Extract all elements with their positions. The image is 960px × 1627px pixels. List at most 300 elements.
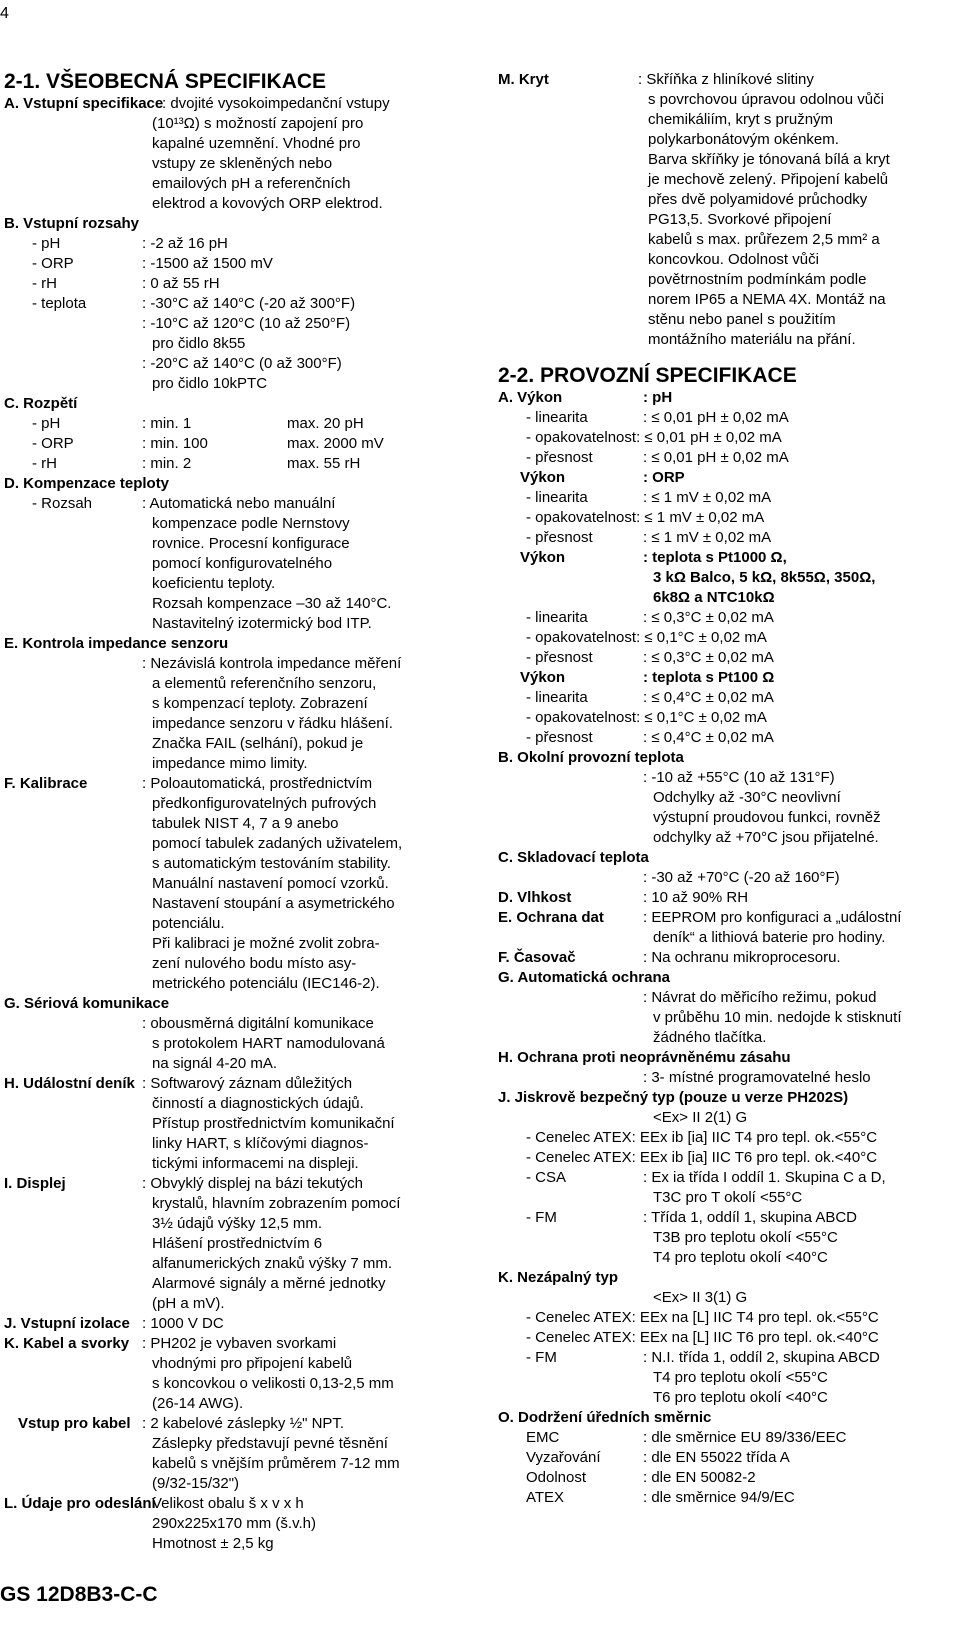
spec-text: povětrnostním podmínkám podle	[648, 271, 867, 288]
spec-line	[498, 1188, 938, 1208]
spec-text: - Rozsah	[32, 495, 93, 512]
spec-label: 3 kΩ Balco, 5 kΩ, 8k55Ω, 350Ω,	[653, 569, 876, 586]
spec-text: - Cenelec ATEX: EEx ib [ia] IIC T4 pro tepl. ok.<55°C	[526, 1129, 878, 1146]
spec-line	[4, 534, 429, 554]
spec-line	[498, 1208, 938, 1228]
spec-text: s automatickým testováním stability.	[152, 855, 391, 872]
spec-line	[4, 354, 429, 374]
spec-text: - teplota	[32, 295, 87, 312]
spec-text: zení nulového bodu místo asy-	[152, 955, 357, 972]
spec-text: polykarbonátovým okénkem.	[648, 131, 839, 148]
spec-line	[4, 374, 429, 394]
spec-text: emailových pH a referenčních	[152, 175, 351, 192]
spec-line	[498, 1468, 938, 1488]
spec-text: potenciálu.	[152, 915, 225, 932]
spec-line	[498, 828, 938, 848]
spec-text: : Automatická nebo manuální	[142, 495, 336, 512]
spec-text: koncovkou. Odolnost vůči	[648, 251, 819, 268]
spec-text: Hmotnost ± 2,5 kg	[152, 1535, 274, 1552]
spec-text: : N.I. třída 1, oddíl 2, skupina ABCD	[643, 1349, 880, 1366]
spec-line	[498, 1048, 938, 1068]
spec-line	[4, 894, 429, 914]
spec-text: 2-1. VŠEOBECNÁ SPECIFIKACE	[4, 70, 327, 93]
spec-text: Značka FAIL (selhání), pokud je	[152, 735, 364, 752]
spec-line	[498, 130, 938, 150]
spec-text: vhodnými pro připojení kabelů	[152, 1355, 353, 1372]
spec-text: kapalné uzemnění. Vhodné pro	[152, 135, 361, 152]
spec-text: Velikost obalu š x v x h	[152, 1495, 304, 1512]
spec-line	[4, 194, 429, 214]
spec-line	[498, 668, 938, 688]
spec-line	[4, 714, 429, 734]
spec-text: max. 2000 mV	[287, 435, 384, 452]
spec-text: - opakovatelnost: ≤ 1 mV ± 0,02 mA	[526, 509, 765, 526]
spec-line	[498, 708, 938, 728]
spec-line	[498, 988, 938, 1008]
spec-text: ATEX	[526, 1489, 565, 1506]
spec-text: : -20°C až 140°C (0 až 300°F)	[142, 355, 342, 372]
spec-label: D. Vlhkost	[498, 889, 572, 906]
spec-text: Odolnost	[526, 1469, 587, 1486]
spec-line	[4, 494, 429, 514]
spec-line	[4, 1314, 429, 1334]
spec-text: : min. 1	[142, 415, 192, 432]
spec-text: kabelů s vnějším průměrem 7-12 mm	[152, 1455, 400, 1472]
spec-label: G. Automatická ochrana	[498, 969, 670, 986]
spec-line	[498, 1348, 938, 1368]
spec-text: : teplota s Pt1000 Ω,	[643, 549, 787, 566]
spec-line	[498, 748, 938, 768]
spec-line	[4, 574, 429, 594]
spec-line	[4, 174, 429, 194]
spec-line	[4, 1274, 429, 1294]
spec-text: : ≤ 0,4°C ± 0,02 mA	[643, 729, 774, 746]
spec-line	[498, 448, 938, 468]
spec-text: - ORP	[32, 255, 74, 272]
spec-line	[4, 754, 429, 774]
spec-line	[4, 1374, 429, 1394]
spec-text: T6 pro teplotu okolí <40°C	[653, 1389, 828, 1406]
spec-text: - ORP	[32, 435, 74, 452]
spec-line	[498, 330, 938, 350]
spec-text: - Cenelec ATEX: EEx na [L] IIC T6 pro tepl. ok.<40°C	[526, 1329, 879, 1346]
spec-text: : dle směrnice 94/9/EC	[643, 1489, 795, 1506]
spec-line	[4, 1194, 429, 1214]
spec-line	[498, 648, 938, 668]
spec-text: kompenzace podle Nernstovy	[152, 515, 350, 532]
page-number: 4	[0, 5, 9, 22]
spec-label: J. Vstupní izolace	[4, 1315, 130, 1332]
spec-line	[4, 614, 429, 634]
spec-text: - Cenelec ATEX: EEx na [L] IIC T4 pro tepl. ok.<55°C	[526, 1309, 879, 1326]
spec-line	[498, 1328, 938, 1348]
spec-label: Výkon	[520, 669, 566, 686]
spec-line	[4, 1234, 429, 1254]
spec-line	[498, 150, 938, 170]
spec-line	[498, 1128, 938, 1148]
spec-line	[4, 1454, 429, 1474]
spec-line	[4, 514, 429, 534]
spec-text: : ≤ 1 mV ± 0,02 mA	[643, 489, 772, 506]
spec-text: - linearita	[526, 489, 588, 506]
spec-line	[4, 414, 429, 434]
spec-line	[4, 454, 429, 474]
spec-text: pro čidlo 10kPTC	[152, 375, 268, 392]
spec-line	[498, 250, 938, 270]
spec-text: norem IP65 a NEMA 4X. Montáž na	[648, 291, 886, 308]
spec-line	[4, 794, 429, 814]
spec-label: Výkon	[520, 469, 566, 486]
spec-line	[498, 1268, 938, 1288]
spec-text: Záslepky představují pevné těsnění	[152, 1435, 388, 1452]
spec-line	[498, 528, 938, 548]
spec-line	[4, 254, 429, 274]
spec-text: : -30 až +70°C (-20 až 160°F)	[643, 869, 840, 886]
spec-text: Hlášení prostřednictvím 6	[152, 1235, 323, 1252]
spec-line	[4, 1534, 429, 1554]
spec-text: chemikáliím, kryt s pružným	[648, 111, 834, 128]
spec-text: činností a diagnostických údajů.	[152, 1095, 364, 1112]
spec-text: : obousměrná digitální komunikace	[142, 1015, 374, 1032]
spec-line	[498, 1008, 938, 1028]
spec-line	[498, 728, 938, 748]
spec-text: výstupní proudovou funkci, rovněž	[653, 809, 881, 826]
spec-line	[4, 334, 429, 354]
spec-text: - FM	[526, 1349, 557, 1366]
spec-text: krystalů, hlavním zobrazením pomocí	[152, 1195, 401, 1212]
spec-text: : 0 až 55 rH	[142, 275, 220, 292]
spec-line	[498, 1408, 938, 1428]
spec-text: - opakovatelnost: ≤ 0,1°C ± 0,02 mA	[526, 709, 767, 726]
spec-text: : ≤ 0,3°C ± 0,02 mA	[643, 649, 774, 666]
spec-text: : -2 až 16 pH	[142, 235, 228, 252]
spec-text: stěnu nebo panel s použitím	[648, 311, 836, 328]
spec-line	[498, 1308, 938, 1328]
spec-label: M. Kryt	[498, 71, 549, 88]
spec-text: impedance mimo limity.	[152, 755, 308, 772]
spec-line	[498, 868, 938, 888]
spec-line	[4, 1354, 429, 1374]
spec-line	[4, 1094, 429, 1114]
spec-label: F. Časovač	[498, 949, 576, 966]
spec-line	[498, 488, 938, 508]
spec-line	[498, 190, 938, 210]
spec-line	[4, 234, 429, 254]
spec-text: koeficientu teploty.	[152, 575, 276, 592]
spec-text: - opakovatelnost: ≤ 0,1°C ± 0,02 mA	[526, 629, 767, 646]
spec-text: Rozsah kompenzace –30 až 140°C.	[152, 595, 392, 612]
spec-line	[498, 848, 938, 868]
spec-text: 2-2. PROVOZNÍ SPECIFIKACE	[498, 364, 797, 387]
spec-line	[4, 854, 429, 874]
spec-line	[498, 388, 938, 408]
spec-line	[498, 768, 938, 788]
spec-text: (10¹³Ω) s možností zapojení pro	[152, 115, 364, 132]
spec-line	[498, 1068, 938, 1088]
spec-text: (26-14 AWG).	[152, 1395, 244, 1412]
spec-line	[4, 1394, 429, 1414]
spec-label: C. Skladovací teplota	[498, 849, 649, 866]
spec-label: B. Okolní provozní teplota	[498, 749, 684, 766]
spec-line	[498, 508, 938, 528]
spec-line	[498, 310, 938, 330]
spec-line	[498, 588, 938, 608]
spec-label: F. Kalibrace	[4, 775, 88, 792]
spec-text: tabulek NIST 4, 7 a 9 anebo	[152, 815, 339, 832]
spec-text: přes dvě polyamidové průchodky	[648, 191, 868, 208]
spec-line	[4, 1034, 429, 1054]
spec-text: : dle směrnice EU 89/336/EEC	[643, 1429, 847, 1446]
spec-text: : Třída 1, oddíl 1, skupina ABCD	[643, 1209, 858, 1226]
spec-line	[4, 1154, 429, 1174]
spec-line	[4, 1494, 429, 1514]
spec-text: Barva skříňky je tónovaná bílá a kryt	[648, 151, 890, 168]
spec-line	[498, 908, 938, 928]
spec-line	[498, 1108, 938, 1128]
spec-line	[4, 934, 429, 954]
spec-line	[4, 294, 429, 314]
spec-label: K. Nezápalný typ	[498, 1269, 619, 1286]
spec-text: Nastavitelný izotermický bod ITP.	[152, 615, 372, 632]
spec-line	[498, 688, 938, 708]
spec-text: alfanumerických znaků výšky 7 mm.	[152, 1255, 393, 1272]
spec-line	[4, 1254, 429, 1274]
spec-line	[498, 948, 938, 968]
spec-label: D. Kompenzace teploty	[4, 475, 170, 492]
spec-label: J. Jiskrově bezpečný typ (pouze u verze PH202S)	[498, 1089, 849, 1106]
spec-line	[4, 1134, 429, 1154]
spec-text: : Nezávislá kontrola impedance měření	[142, 655, 402, 672]
spec-text: : Ex ia třída I oddíl 1. Skupina C a D,	[643, 1169, 886, 1186]
spec-line	[498, 1228, 938, 1248]
spec-line	[4, 474, 429, 494]
spec-line	[498, 968, 938, 988]
spec-label: L. Údaje pro odeslání	[4, 1495, 156, 1512]
spec-text: : Na ochranu mikroprocesoru.	[643, 949, 841, 966]
document-code: GS 12D8B3-C-C	[0, 1583, 158, 1606]
spec-text: PG13,5. Svorkové připojení	[648, 211, 832, 228]
spec-text: 290x225x170 mm (š.v.h)	[152, 1515, 316, 1532]
spec-text: s kompenzací teploty. Zobrazení	[152, 695, 368, 712]
spec-line	[4, 314, 429, 334]
spec-line	[4, 154, 429, 174]
spec-text: pro čidlo 8k55	[152, 335, 246, 352]
spec-line	[4, 134, 429, 154]
spec-line	[498, 1448, 938, 1468]
spec-text: : PH202 je vybaven svorkami	[142, 1335, 337, 1352]
spec-text: T4 pro teplotu okolí <55°C	[653, 1369, 828, 1386]
spec-text: max. 55 rH	[287, 455, 361, 472]
spec-text: pomocí tabulek zadaných uživatelem,	[152, 835, 403, 852]
spec-text: : ORP	[643, 469, 685, 486]
spec-text: - linearita	[526, 609, 588, 626]
spec-line	[4, 954, 429, 974]
spec-text: T4 pro teplotu okolí <40°C	[653, 1249, 828, 1266]
spec-text: : 1000 V DC	[142, 1315, 224, 1332]
spec-line	[4, 1294, 429, 1314]
spec-text: rovnice. Procesní konfigurace	[152, 535, 350, 552]
spec-text: Přístup prostřednictvím komunikační	[152, 1115, 395, 1132]
spec-text: : 3- místné programovatelné heslo	[643, 1069, 871, 1086]
spec-label: C. Rozpětí	[4, 395, 78, 412]
spec-text: : EEPROM pro konfiguraci a „událostní	[643, 909, 902, 926]
spec-text: : pH	[643, 389, 673, 406]
spec-text: Nastavení stoupání a asymetrického	[152, 895, 395, 912]
spec-line	[4, 914, 429, 934]
spec-label: G. Sériová komunikace	[4, 995, 170, 1012]
spec-text: Při kalibraci je možné zvolit zobra-	[152, 935, 380, 952]
spec-text: s koncovkou o velikosti 0,13-2,5 mm	[152, 1375, 394, 1392]
spec-text: T3C pro T okolí <55°C	[653, 1189, 803, 1206]
spec-text: : -1500 až 1500 mV	[142, 255, 273, 272]
spec-line	[498, 628, 938, 648]
spec-text: impedance senzoru v řádku hlášení.	[152, 715, 393, 732]
spec-text: - rH	[32, 275, 57, 292]
spec-line	[498, 210, 938, 230]
spec-line	[498, 270, 938, 290]
spec-text: - přesnost	[526, 529, 593, 546]
spec-text: s povrchovou úpravou odolnou vůči	[648, 91, 884, 108]
spec-line	[498, 568, 938, 588]
spec-text: <Ex> II 3(1) G	[653, 1289, 748, 1306]
spec-line	[498, 1488, 938, 1508]
spec-line	[498, 350, 938, 364]
spec-line	[4, 214, 429, 234]
spec-line	[498, 170, 938, 190]
spec-label: O. Dodržení úředních směrnic	[498, 1409, 712, 1426]
spec-text: : Softwarový záznam důležitých	[142, 1075, 353, 1092]
spec-text: : min. 100	[142, 435, 208, 452]
spec-label: B. Vstupní rozsahy	[4, 215, 140, 232]
spec-text: : ≤ 0,3°C ± 0,02 mA	[643, 609, 774, 626]
spec-line	[498, 1028, 938, 1048]
spec-text: v průběhu 10 min. nedojde k stisknutí	[653, 1009, 902, 1026]
spec-line	[498, 548, 938, 568]
left-column	[4, 70, 429, 1554]
spec-line	[498, 290, 938, 310]
section-heading	[4, 70, 429, 94]
spec-line	[498, 230, 938, 250]
spec-label: E. Ochrana dat	[498, 909, 604, 926]
spec-line	[4, 674, 429, 694]
spec-text: elektrod a kovových ORP elektrod.	[152, 195, 383, 212]
spec-line	[4, 994, 429, 1014]
spec-line	[4, 1074, 429, 1094]
spec-text: : Skříňka z hliníkové slitiny	[638, 71, 814, 88]
spec-line	[498, 1168, 938, 1188]
spec-label: Výkon	[520, 549, 566, 566]
spec-line	[4, 1514, 429, 1534]
spec-text: : Obvyklý displej na bázi tekutých	[142, 1175, 363, 1192]
spec-text: : dle EN 55022 třída A	[643, 1449, 790, 1466]
spec-line	[4, 114, 429, 134]
spec-text: : ≤ 0,01 pH ± 0,02 mA	[643, 449, 789, 466]
spec-text: : 10 až 90% RH	[643, 889, 749, 906]
spec-label: I. Displej	[4, 1175, 66, 1192]
spec-text: - pH	[32, 415, 61, 432]
spec-label: A. Vstupní specifikace	[4, 95, 164, 112]
spec-text: Alarmové signály a měrné jednotky	[152, 1275, 386, 1292]
spec-text: Vyzařování	[526, 1449, 601, 1466]
spec-line	[498, 928, 938, 948]
spec-line	[498, 1088, 938, 1108]
spec-label: H. Ochrana proti neoprávněnému zásahu	[498, 1049, 791, 1066]
spec-line	[498, 1388, 938, 1408]
spec-text: pomocí konfigurovatelného	[152, 555, 333, 572]
spec-line	[498, 468, 938, 488]
spec-text: : -30°C až 140°C (-20 až 300°F)	[142, 295, 356, 312]
right-column	[498, 70, 938, 1508]
spec-text: Manuální nastavení pomocí vzorků.	[152, 875, 389, 892]
spec-line	[4, 1014, 429, 1034]
spec-line	[498, 90, 938, 110]
spec-line	[498, 70, 938, 90]
spec-label: K. Kabel a svorky	[4, 1335, 130, 1352]
spec-text: : ≤ 0,01 pH ± 0,02 mA	[643, 409, 789, 426]
spec-text: : Návrat do měřicího režimu, pokud	[643, 989, 877, 1006]
spec-line	[4, 434, 429, 454]
spec-text: : -10°C až 120°C (10 až 250°F)	[142, 315, 351, 332]
spec-text: a elementů referenčního senzoru,	[152, 675, 377, 692]
spec-text: - přesnost	[526, 729, 593, 746]
spec-text: - opakovatelnost: ≤ 0,01 pH ± 0,02 mA	[526, 429, 782, 446]
spec-line	[498, 1248, 938, 1268]
spec-line	[498, 1148, 938, 1168]
spec-line	[4, 394, 429, 414]
spec-line	[4, 1114, 429, 1134]
spec-line	[4, 774, 429, 794]
spec-line	[498, 608, 938, 628]
spec-line	[4, 734, 429, 754]
spec-text: 3½ údajů výšky 12,5 mm.	[152, 1215, 323, 1232]
spec-text: kabelů s max. průřezem 2,5 mm² a	[648, 231, 880, 248]
section-heading	[498, 364, 938, 388]
spec-text: je mechově zelený. Připojení kabelů	[648, 171, 889, 188]
spec-text: linky HART, s klíčovými diagnos-	[152, 1135, 369, 1152]
spec-line	[4, 814, 429, 834]
spec-text: - pH	[32, 235, 61, 252]
spec-text: - Cenelec ATEX: EEx ib [ia] IIC T6 pro tepl. ok.<40°C	[526, 1149, 878, 1166]
spec-text: : -10 až +55°C (10 až 131°F)	[643, 769, 835, 786]
spec-text: : dle EN 50082-2	[643, 1469, 756, 1486]
spec-text: tickými informacemi na displeji.	[152, 1155, 359, 1172]
spec-label: 6k8Ω a NTC10kΩ	[653, 589, 775, 606]
spec-line	[498, 1368, 938, 1388]
spec-line	[4, 1414, 429, 1434]
spec-text: - přesnost	[526, 649, 593, 666]
spec-text: Odchylky až -30°C neovlivní	[653, 789, 841, 806]
spec-line	[498, 408, 938, 428]
spec-text: (9/32-15/32")	[152, 1475, 240, 1492]
spec-text: odchylky až +70°C jsou přijatelné.	[653, 829, 879, 846]
spec-text: montážního materiálu na přání.	[648, 331, 856, 348]
spec-line	[498, 808, 938, 828]
spec-line	[4, 1214, 429, 1234]
spec-text: : ≤ 0,4°C ± 0,02 mA	[643, 689, 774, 706]
spec-line	[4, 1474, 429, 1494]
spec-text: - FM	[526, 1209, 557, 1226]
spec-text: - CSA	[526, 1169, 567, 1186]
spec-line	[4, 94, 429, 114]
spec-text: (pH a mV).	[152, 1295, 225, 1312]
spec-text: vstupy ze skleněných nebo	[152, 155, 333, 172]
spec-text: deník“ a lithiová baterie pro hodiny.	[653, 929, 886, 946]
spec-text: žádného tlačítka.	[653, 1029, 767, 1046]
spec-label: E. Kontrola impedance senzoru	[4, 635, 229, 652]
spec-text: - linearita	[526, 689, 588, 706]
spec-text: : Poloautomatická, prostřednictvím	[142, 775, 373, 792]
spec-line	[498, 428, 938, 448]
